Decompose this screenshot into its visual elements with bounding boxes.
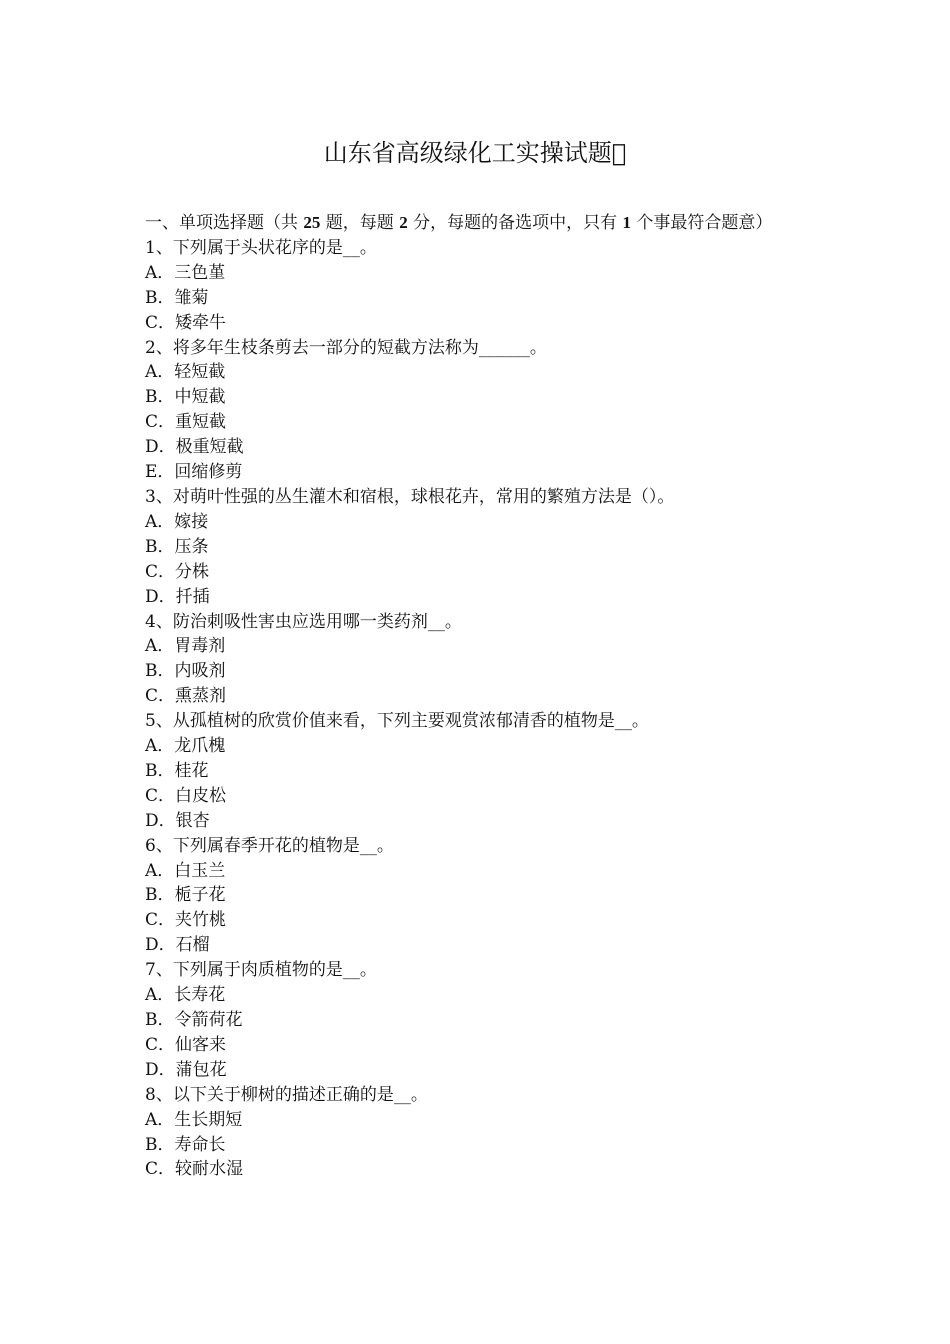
question-item	[145, 709, 810, 834]
answer-option: A．白玉兰	[145, 860, 226, 881]
question-text: 1、下列属于头状花序的是__。	[145, 237, 377, 258]
question-text: 4、防治刺吸性害虫应选用哪一类药剂__。	[145, 611, 462, 632]
points-per-question: 2	[399, 213, 408, 232]
question-text: 5、从孤植树的欣赏价值来看，下列主要观赏浓郁清香的植物是__。	[145, 711, 649, 732]
question-item	[145, 236, 810, 336]
answer-option: C．较耐水湿	[145, 1159, 244, 1180]
answer-option: A．生长期短	[145, 1109, 243, 1130]
answer-option: B．令箭荷花	[145, 1010, 243, 1030]
question-text: 3、对萌叶性强的丛生灌木和宿根，球根花卉，常用的繁殖方法是（）。	[145, 486, 675, 507]
answer-option: B．压条	[145, 536, 209, 557]
question-count: 25	[303, 213, 321, 232]
answer-option: A．轻短截	[145, 362, 226, 383]
answer-option: B．雏菊	[145, 287, 209, 308]
answer-option: D．石榴	[145, 935, 210, 956]
answer-option: C．仙客来	[145, 1034, 227, 1055]
answer-option: B．内吸剂	[145, 661, 226, 682]
answer-option: A．三色堇	[145, 262, 226, 283]
question-item	[145, 1083, 810, 1183]
question-item	[145, 485, 810, 610]
answer-option: B．桂花	[145, 760, 209, 781]
answer-option: C．白皮松	[145, 785, 227, 806]
question-text: 7、下列属于肉质植物的是__。	[145, 960, 377, 981]
question-item	[145, 958, 810, 1083]
section-header-mid2: 分，每题的备选项中，只有	[407, 213, 623, 233]
answer-option: A．嫁接	[145, 511, 209, 532]
answer-option: D．银杏	[145, 810, 210, 831]
section-header-mid1: 题，每题	[320, 213, 400, 233]
answer-option: D．极重短截	[145, 437, 244, 458]
answer-option: B．栀子花	[145, 885, 226, 906]
answer-option: B．寿命长	[145, 1134, 226, 1155]
question-item	[145, 336, 810, 485]
answer-option: A．龙爪槐	[145, 736, 226, 757]
section-header	[145, 211, 810, 236]
question-text: 6、下列属春季开花的植物是__。	[145, 835, 394, 856]
answer-option: C．熏蒸剂	[145, 686, 227, 707]
question-item	[145, 610, 810, 710]
answer-option: C．夹竹桃	[145, 910, 227, 931]
answer-option: C．分株	[145, 561, 210, 582]
question-item	[145, 834, 810, 959]
answer-option: E．回缩修剪	[145, 462, 243, 483]
question-text: 2、将多年生枝条剪去一部分的短截方法称为______。	[145, 337, 547, 358]
section-header-suffix: 个事最符合题意）	[631, 213, 773, 233]
answer-option: D．扦插	[145, 586, 210, 607]
answer-option: B．中短截	[145, 387, 226, 408]
answer-option: A．长寿花	[145, 985, 226, 1006]
answer-option: C．矮牵牛	[145, 312, 227, 333]
answer-option: C．重短截	[145, 412, 227, 433]
document-body	[145, 211, 810, 1182]
answer-option: D．蒲包花	[145, 1059, 227, 1080]
page-title: 山东省高级绿化工实操试题 	[323, 139, 627, 167]
question-list	[145, 236, 810, 1182]
answer-option: A．胃毒剂	[145, 636, 226, 657]
best-answer-count: 1	[622, 213, 632, 232]
section-header-prefix: 一、单项选择题（共	[145, 213, 304, 233]
question-text: 8、以下关于柳树的描述正确的是__。	[145, 1084, 428, 1105]
